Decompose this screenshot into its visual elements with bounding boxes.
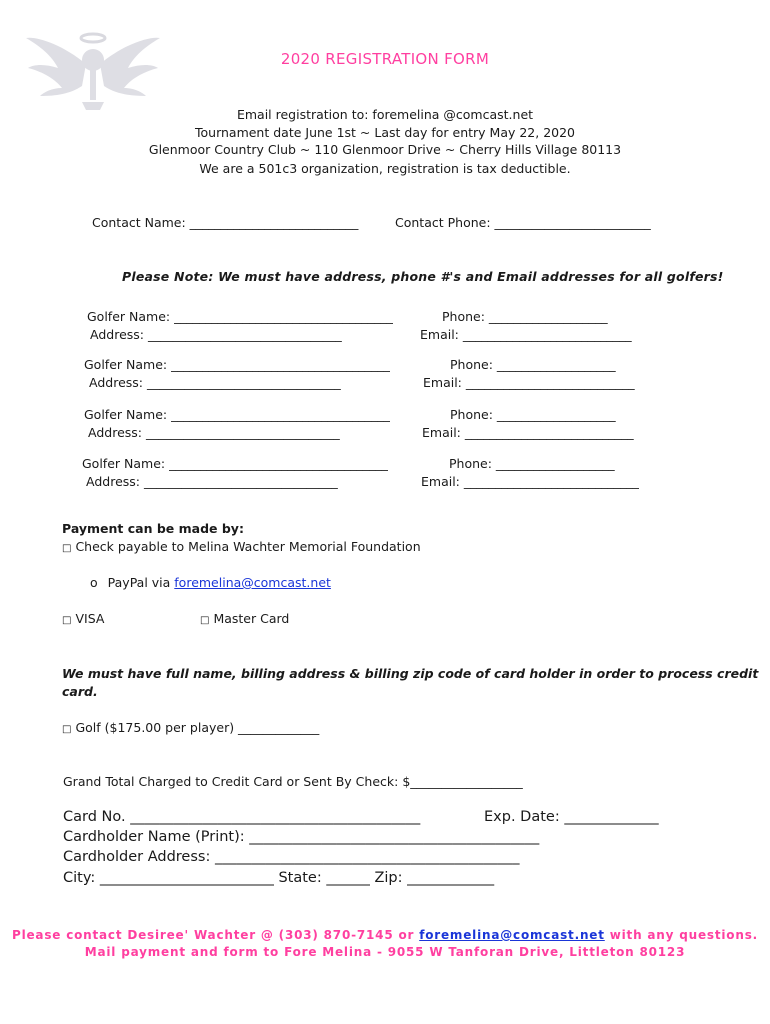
golfer-3-address-field[interactable]: Address: _______________________________ (88, 425, 340, 440)
checkbox-icon[interactable]: □ (62, 543, 72, 554)
payment-mastercard-option[interactable] (200, 611, 289, 626)
contact-phone-field[interactable]: Contact Phone: _________________________ (395, 215, 651, 230)
contact-email-link[interactable]: foremelina@comcast.net (419, 928, 605, 942)
golfer-1-email-field[interactable]: Email: ___________________________ (420, 327, 632, 342)
golfer-4-address-field[interactable]: Address: _______________________________ (86, 474, 338, 489)
mastercard-label: Master Card (213, 611, 290, 626)
golfer-3-phone-field[interactable]: Phone: ___________________ (450, 407, 616, 422)
golfer-1-address-field[interactable]: Address: _______________________________ (90, 327, 342, 342)
golfer-2-phone-field[interactable]: Phone: ___________________ (450, 357, 616, 372)
email-instruction: Email registration to: foremelina @comcast.net (236, 107, 534, 122)
payment-heading: Payment can be made by: (62, 521, 244, 536)
bullet-icon: o (90, 575, 98, 590)
tax-deductible-note: We are a 501c3 organization, registration is tax deductible. (199, 161, 571, 176)
cardholder-address-field[interactable]: Cardholder Address: __________________________________________ (63, 849, 520, 865)
golfer-2-name-field[interactable]: Golfer Name: ___________________________________ (84, 357, 390, 372)
address-requirement-note: Please Note: We must have address, phone #'s and Email addresses for all golfers! (122, 269, 724, 284)
tournament-date: Tournament date June 1st ~ Last day for entry May 22, 2020 (194, 125, 576, 140)
cardholder-name-field[interactable]: Cardholder Name (Print): ________________________________________ (63, 829, 540, 845)
visa-label: VISA (75, 611, 105, 626)
contact-footer-prefix: Please contact Desiree' Wachter @ (303) 870-7145 or (11, 928, 420, 942)
paypal-label: PayPal via (107, 575, 175, 590)
contact-name-field[interactable]: Contact Name: ___________________________ (92, 215, 359, 230)
golf-fee-label: Golf ($175.00 per player) _____________ (75, 720, 320, 735)
contact-footer (0, 928, 770, 942)
check-option-label: Check payable to Melina Wachter Memorial Foundation (75, 539, 421, 554)
venue-location: Glenmoor Country Club ~ 110 Glenmoor Drive ~ Cherry Hills Village 80113 (148, 142, 622, 157)
card-holder-notice-continued: card. (62, 684, 98, 699)
golf-fee-option[interactable] (62, 720, 319, 735)
golfer-3-name-field[interactable]: Golfer Name: ___________________________________ (84, 407, 390, 422)
golfer-1-name-field[interactable]: Golfer Name: ___________________________________ (87, 309, 393, 324)
card-number-field[interactable]: Card No. ________________________________________ (63, 809, 421, 825)
checkbox-icon[interactable]: □ (200, 615, 210, 626)
golfer-4-email-field[interactable]: Email: ____________________________ (421, 474, 639, 489)
contact-footer-suffix: with any questions. (604, 928, 758, 942)
payment-check-option[interactable] (62, 539, 421, 554)
payment-visa-option[interactable] (62, 611, 104, 626)
golfer-1-phone-field[interactable]: Phone: ___________________ (442, 309, 608, 324)
checkbox-icon[interactable]: □ (62, 615, 72, 626)
card-holder-notice: We must have full name, billing address & billing zip code of card holder in order to process credit (62, 666, 759, 681)
card-exp-date-field[interactable]: Exp. Date: _____________ (484, 809, 659, 825)
payment-paypal-option (90, 575, 331, 590)
golfer-2-email-field[interactable]: Email: ___________________________ (423, 375, 635, 390)
mail-address-footer: Mail payment and form to Fore Melina - 9055 W Tanforan Drive, Littleton 80123 (84, 945, 686, 959)
golfer-4-name-field[interactable]: Golfer Name: ___________________________________ (82, 456, 388, 471)
golfer-2-address-field[interactable]: Address: _______________________________ (89, 375, 341, 390)
form-title: 2020 REGISTRATION FORM (280, 50, 490, 68)
city-state-zip-field[interactable]: City: ________________________ State: ______ Zip: ____________ (63, 870, 495, 886)
checkbox-icon[interactable]: □ (62, 724, 72, 735)
paypal-email-link[interactable]: foremelina@comcast.net (174, 575, 331, 590)
golfer-3-email-field[interactable]: Email: ___________________________ (422, 425, 634, 440)
golfer-4-phone-field[interactable]: Phone: ___________________ (449, 456, 615, 471)
grand-total-field[interactable]: Grand Total Charged to Credit Card or Sent By Check: $__________________ (63, 774, 523, 789)
